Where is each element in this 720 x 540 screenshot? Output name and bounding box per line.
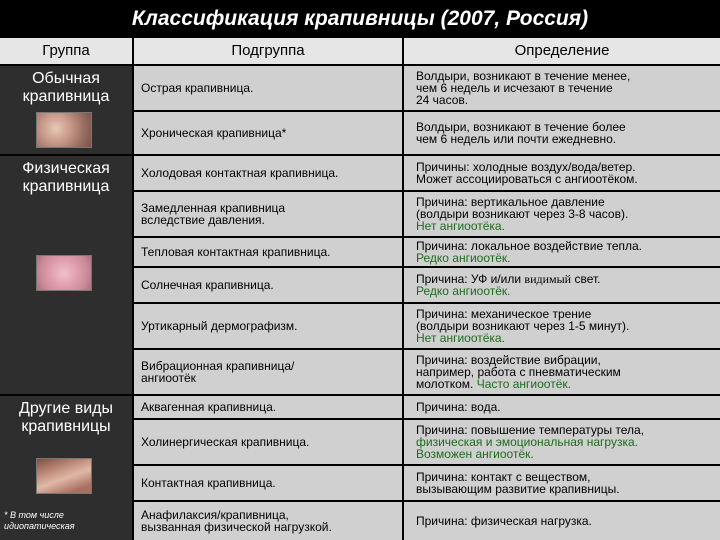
definition-text: Волдыри, возникают в течение менее,: [416, 69, 631, 83]
definition-text: чем 6 недель или почти ежедневно.: [416, 132, 617, 146]
group-label-line2: крапивница: [22, 88, 110, 105]
footnote: [4, 510, 132, 532]
definition-line: [416, 252, 642, 264]
definition-text: Причина: повышение температуры тела,: [416, 423, 645, 437]
definition-cell: [404, 350, 720, 394]
definition-cell: [404, 192, 720, 236]
subgroup-text: вызванная физической нагрузкой.: [141, 520, 332, 534]
subgroup-cell: [134, 156, 402, 190]
definition-text: физическая и эмоциональная нагрузка.: [416, 435, 638, 449]
definition-text: Причина: локальное воздействие тепла.: [416, 239, 643, 253]
group-label-line1: Обычная: [32, 70, 100, 87]
definition-text-serif: видимый: [524, 272, 572, 286]
definition-line: [416, 448, 644, 460]
definition-line: [416, 94, 630, 106]
definition-text: например, работа с пневматическим: [416, 365, 621, 379]
definition-text: Нет ангиоотёка.: [416, 331, 505, 345]
subgroup-cell: [134, 502, 402, 540]
subgroup-cell: [134, 304, 402, 348]
definition-text: Причина: вертикальное давление: [416, 195, 605, 209]
definition-cell: [404, 156, 720, 190]
definition-cell: [404, 420, 720, 464]
definition-line: [416, 173, 638, 185]
subgroup-cell: [134, 396, 402, 418]
subgroup-cell: [134, 112, 402, 154]
subgroup-text: Хроническая крапивница*: [141, 126, 287, 140]
subgroup-text: Контактная крапивница.: [141, 476, 276, 490]
header-definition: Определение: [404, 38, 720, 64]
definition-text: Причина: вода.: [416, 400, 501, 414]
definition-text: вызывающим развитие крапивницы.: [416, 482, 620, 496]
definition-text: Причина: механическое трение: [416, 307, 592, 321]
page-title: Классификация крапивницы (2007, Россия): [131, 7, 589, 30]
definition-text-tail: свет.: [574, 272, 601, 286]
subgroup-cell: [134, 192, 402, 236]
subgroup-text: Уртикарный дермографизм.: [141, 319, 298, 333]
footnote-line1: * В том числе: [4, 510, 64, 520]
subgroup-text: Солнечная крапивница.: [141, 278, 274, 292]
definition-text: Причина: физическая нагрузка.: [416, 514, 592, 528]
definition-cell: [404, 268, 720, 302]
definition-line: [416, 133, 626, 145]
subgroup-cell: [134, 350, 402, 394]
definition-text: Нет ангиоотёка.: [416, 219, 505, 233]
definition-cell: [404, 66, 720, 110]
header-group: Группа: [0, 38, 132, 64]
skin-photo-ordinary: [36, 112, 92, 148]
subgroup-text: ангиоотёк: [141, 371, 196, 385]
definition-text: Может ассоциироваться с ангиоотёком.: [416, 172, 638, 186]
group-label-line1: Физическая: [22, 160, 110, 177]
definition-line: [416, 401, 501, 413]
definition-line: [416, 515, 592, 527]
group-label-line2: крапивницы: [21, 418, 111, 435]
definition-text: Причины: холодные воздух/вода/ветер.: [416, 160, 636, 174]
subgroup-text: Аквагенная крапивница.: [141, 400, 277, 414]
subgroup-text: Анафилаксия/крапивница,: [141, 508, 289, 522]
definition-line: [416, 220, 628, 232]
definition-text: Причина: контакт с веществом,: [416, 470, 591, 484]
subgroup-text: Холинергическая крапивница.: [141, 435, 310, 449]
subgroup-cell: [134, 268, 402, 302]
definition-line: [416, 378, 621, 390]
definition-cell: [404, 304, 720, 348]
subgroup-cell: [134, 238, 402, 266]
definition-cell: [404, 396, 720, 418]
group-label-line2: крапивница: [22, 178, 110, 195]
definition-line: [416, 332, 629, 344]
definition-cell: [404, 238, 720, 266]
definition-text: Причина: УФ и/или: [416, 272, 522, 286]
definition-line: [416, 285, 600, 297]
definition-cell: [404, 466, 720, 500]
definition-text-green: Часто ангиоотёк.: [476, 377, 571, 391]
subgroup-text: Тепловая контактная крапивница.: [141, 245, 331, 259]
group-label-line1: Другие виды: [19, 400, 113, 417]
subgroup-text: Острая крапивница.: [141, 81, 254, 95]
skin-photo-other: [36, 458, 92, 494]
definition-text: Редко ангиоотёк.: [416, 251, 511, 265]
definition-text: 24 часов.: [416, 93, 469, 107]
definition-text: (волдыри возникают через 3-8 часов).: [416, 207, 629, 221]
definition-cell: [404, 112, 720, 154]
definition-text: Возможен ангиоотёк.: [416, 447, 534, 461]
subgroup-cell: [134, 420, 402, 464]
skin-photo-physical: [36, 255, 92, 291]
subgroup-text: Холодовая контактная крапивница.: [141, 166, 339, 180]
definition-text: Волдыри, возникают в течение более: [416, 120, 626, 134]
definition-text: молотком.: [416, 377, 474, 391]
subgroup-text: Замедленная крапивница: [141, 201, 286, 215]
header-subgroup: Подгруппа: [134, 38, 402, 64]
subgroup-cell: [134, 466, 402, 500]
definition-text: Причина: воздействие вибрации,: [416, 353, 601, 367]
subgroup-text: вследствие давления.: [141, 213, 265, 227]
definition-text: (волдыри возникают через 1-5 минут).: [416, 319, 630, 333]
subgroup-cell: [134, 66, 402, 110]
definition-text: чем 6 недель и исчезают в течение: [416, 81, 613, 95]
subgroup-text: Вибрационная крапивница/: [141, 359, 295, 373]
definition-line: [416, 483, 620, 495]
footnote-line2: идиопатическая: [4, 521, 75, 531]
definition-cell: [404, 502, 720, 540]
definition-text: Редко ангиоотёк.: [416, 284, 511, 298]
